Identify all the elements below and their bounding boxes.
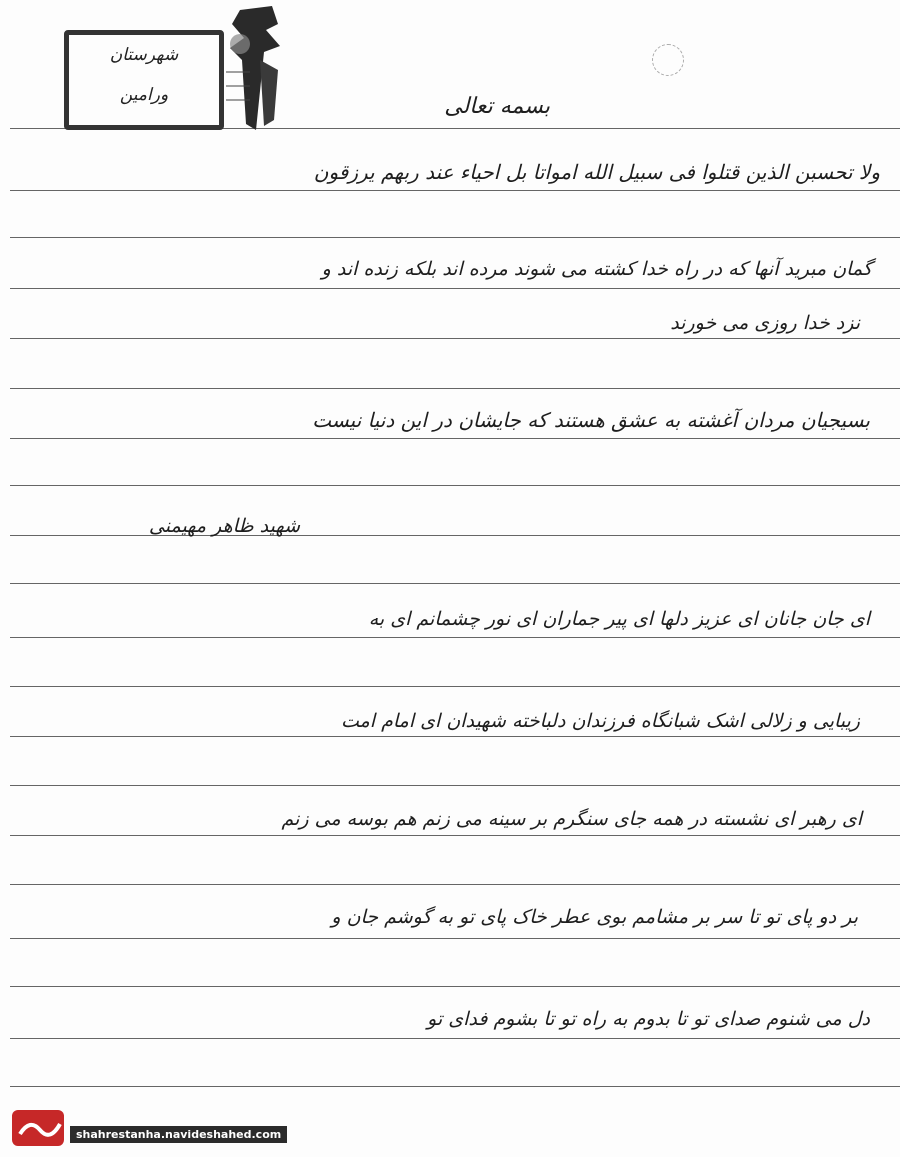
site-watermark bbox=[8, 1106, 282, 1150]
letter-line-2: نزد خدا روزی می خورند bbox=[670, 312, 860, 334]
ruled-line bbox=[10, 1038, 900, 1039]
stamp-line-1: شهرستان bbox=[109, 45, 179, 65]
letter-header: بسمه تعالی bbox=[444, 94, 550, 119]
letter-line-4: ای جان جانان ای عزیز دلها ای پیر جماران ای نور چشمانم ای به bbox=[368, 608, 870, 630]
ruled-line bbox=[10, 388, 900, 389]
ruled-line bbox=[10, 785, 900, 786]
letter-line-8: دل می شنوم صدای تو تا بدوم به راه تو تا بشوم فدای تو bbox=[427, 1008, 870, 1030]
ruled-line bbox=[10, 986, 900, 987]
letter-line-6: ای رهبر ای نشسته در همه جای سنگرم بر سینه می زنم هم بوسه می زنم bbox=[281, 808, 862, 830]
ruled-line bbox=[10, 237, 900, 238]
quran-verse: ولا تحسبن الذین قتلوا فی سبیل الله امواتا بل احیاء عند ربهم یرزقون bbox=[313, 160, 880, 184]
ruled-line bbox=[10, 288, 900, 289]
ruled-line bbox=[10, 884, 900, 885]
ruled-line bbox=[10, 637, 900, 638]
letter-line-3: بسیجیان مردان آغشته به عشق هستند که جایشان در این دنیا نیست bbox=[312, 408, 870, 432]
punch-hole bbox=[652, 44, 684, 76]
ruled-line bbox=[10, 1086, 900, 1087]
ruled-line bbox=[10, 338, 900, 339]
letter-line-1: گمان مبرید آنها که در راه خدا کشته می شوند مرده اند بلکه زنده اند و bbox=[321, 258, 872, 280]
ruled-line bbox=[10, 485, 900, 486]
office-stamp bbox=[64, 30, 224, 130]
ruled-line bbox=[10, 938, 900, 939]
letter-line-5: زیبایی و زلالی اشک شبانگاه فرزندان دلباخته شهیدان ای امام امت bbox=[340, 710, 860, 732]
watermark-url: shahrestanha.navideshahed.com bbox=[70, 1126, 287, 1143]
ruled-line bbox=[10, 535, 900, 536]
navideshahed-logo-icon bbox=[8, 1106, 68, 1150]
ruled-line bbox=[10, 736, 900, 737]
martyr-signature: شهید ظاهر مهیمنی bbox=[148, 515, 300, 537]
ruled-line bbox=[10, 835, 900, 836]
ruled-line bbox=[10, 438, 900, 439]
foundation-emblem-icon bbox=[220, 0, 292, 140]
ruled-line bbox=[10, 190, 900, 191]
letter-line-7: بر دو پای تو تا سر بر مشامم بوی عطر خاک پای تو به گوشم جان و bbox=[331, 906, 858, 928]
ruled-line bbox=[10, 583, 900, 584]
stamp-line-2: ورامین bbox=[119, 85, 169, 105]
ruled-line bbox=[10, 686, 900, 687]
